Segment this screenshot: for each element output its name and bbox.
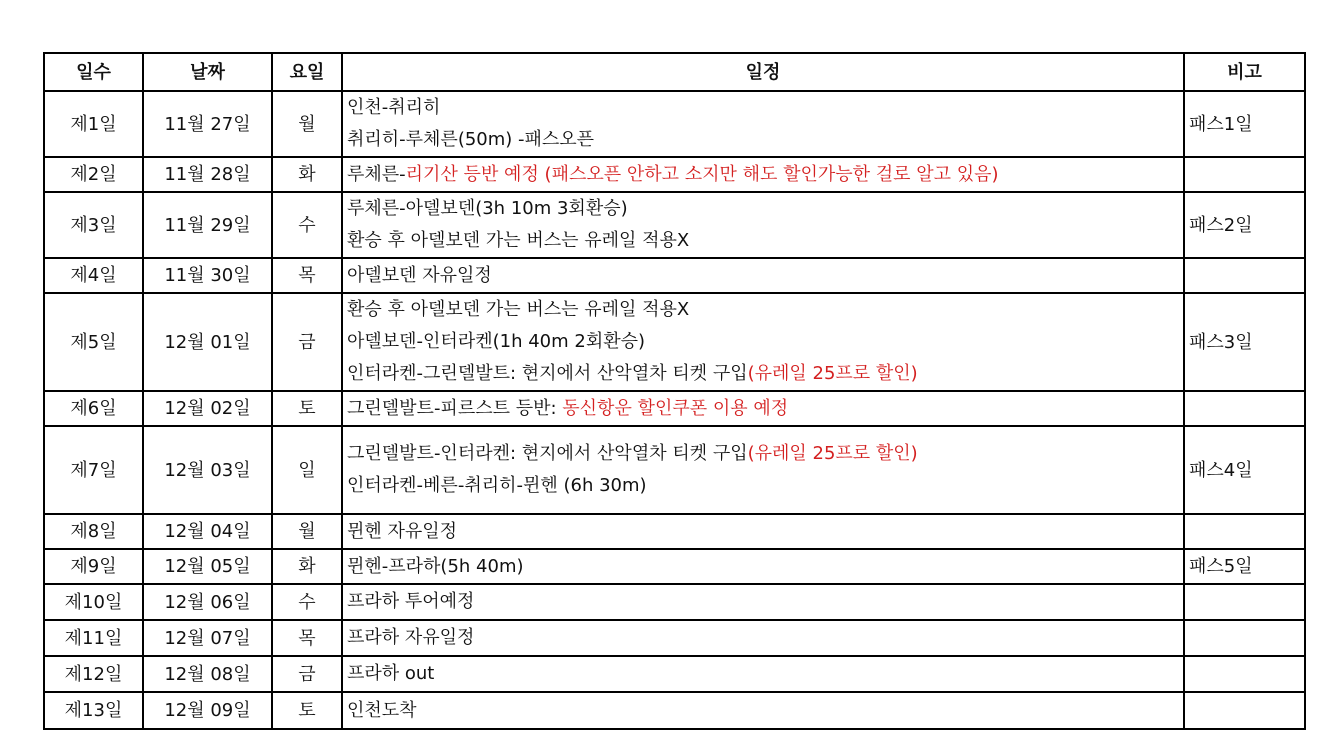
table-row xyxy=(44,656,1305,692)
day-cell: 제13일 xyxy=(44,692,143,729)
schedule-cell xyxy=(342,656,1184,692)
weekday-cell: 목 xyxy=(272,620,342,656)
date-cell: 12월 04일 xyxy=(143,514,272,549)
itinerary-table xyxy=(43,52,1306,730)
table-row xyxy=(44,692,1305,729)
schedule-text: 환승 후 아델보덴 가는 버스는 유레일 적용X xyxy=(347,230,690,251)
schedule-cell xyxy=(342,157,1184,192)
note-cell xyxy=(1184,620,1305,656)
note-cell xyxy=(1184,258,1305,293)
day-cell: 제1일 xyxy=(44,91,143,157)
schedule-line xyxy=(347,326,1183,358)
schedule-highlight-text: 동신항운 할인쿠폰 이용 예정 xyxy=(562,397,789,419)
schedule-text: 프라하 자유일정 xyxy=(347,627,475,648)
schedule-line xyxy=(347,438,1183,470)
schedule-line xyxy=(347,695,1183,727)
day-cell: 제9일 xyxy=(44,549,143,584)
header-day: 일수 xyxy=(44,53,143,91)
schedule-text: 프라하 out xyxy=(347,663,435,684)
schedule-highlight-text: (유레일 25프로 할인) xyxy=(747,443,918,464)
schedule-text: 아델보덴-인터라켄(1h 40m 2회환승) xyxy=(347,331,646,352)
schedule-line xyxy=(347,658,1183,690)
schedule-line xyxy=(347,551,1183,583)
schedule-text: 아델보덴 자유일정 xyxy=(347,264,492,286)
weekday-cell: 화 xyxy=(272,549,342,584)
day-cell: 제8일 xyxy=(44,514,143,549)
schedule-cell xyxy=(342,91,1184,157)
note-cell: 패스4일 xyxy=(1184,426,1305,514)
schedule-cell xyxy=(342,192,1184,258)
day-cell: 제4일 xyxy=(44,258,143,293)
day-cell: 제2일 xyxy=(44,157,143,192)
schedule-line xyxy=(347,516,1183,548)
day-cell: 제6일 xyxy=(44,391,143,426)
note-cell: 패스3일 xyxy=(1184,293,1305,391)
table-row xyxy=(44,391,1305,426)
note-cell xyxy=(1184,656,1305,692)
table-row xyxy=(44,620,1305,656)
day-cell: 제12일 xyxy=(44,656,143,692)
date-cell: 12월 07일 xyxy=(143,620,272,656)
schedule-text: 인터라켄-베른-취리히-뮌헨 (6h 30m) xyxy=(347,475,647,496)
weekday-cell: 일 xyxy=(272,426,342,514)
date-cell: 11월 29일 xyxy=(143,192,272,258)
schedule-cell xyxy=(342,692,1184,729)
schedule-text: 그린델발트-피르스트 등반: xyxy=(347,397,563,419)
day-cell: 제7일 xyxy=(44,426,143,514)
weekday-cell: 월 xyxy=(272,91,342,157)
note-cell: 패스5일 xyxy=(1184,549,1305,584)
schedule-text: 인천도착 xyxy=(347,699,417,721)
day-cell: 제3일 xyxy=(44,192,143,258)
schedule-text: 취리히-루체른(50m) -패스오픈 xyxy=(347,129,595,150)
schedule-text: 인천-취리히 xyxy=(347,97,441,118)
schedule-cell xyxy=(342,426,1184,514)
date-cell: 11월 28일 xyxy=(143,157,272,192)
itinerary-body xyxy=(44,91,1305,729)
schedule-line xyxy=(347,193,1183,225)
weekday-cell: 금 xyxy=(272,293,342,391)
schedule-text: 그린델발트-인터라켄: 현지에서 산악열차 티켓 구입 xyxy=(347,443,748,464)
schedule-text: 뮌헨-프라하(5h 40m) xyxy=(347,555,524,577)
date-cell: 12월 06일 xyxy=(143,584,272,620)
date-cell: 12월 08일 xyxy=(143,656,272,692)
schedule-line xyxy=(347,124,1183,156)
schedule-text: 환승 후 아델보덴 가는 버스는 유레일 적용X xyxy=(347,299,690,320)
schedule-line xyxy=(347,260,1183,292)
weekday-cell: 목 xyxy=(272,258,342,293)
schedule-cell xyxy=(342,620,1184,656)
day-cell: 제10일 xyxy=(44,584,143,620)
header-schedule: 일정 xyxy=(342,53,1184,91)
schedule-line xyxy=(347,358,1183,390)
date-cell: 12월 09일 xyxy=(143,692,272,729)
schedule-line xyxy=(347,159,1183,191)
weekday-cell: 수 xyxy=(272,192,342,258)
schedule-line xyxy=(347,393,1183,425)
note-cell xyxy=(1184,692,1305,729)
schedule-line xyxy=(347,470,1183,502)
table-row xyxy=(44,584,1305,620)
schedule-cell xyxy=(342,293,1184,391)
schedule-cell xyxy=(342,514,1184,549)
table-row xyxy=(44,192,1305,258)
note-cell xyxy=(1184,157,1305,192)
note-cell xyxy=(1184,584,1305,620)
table-row xyxy=(44,426,1305,514)
note-cell xyxy=(1184,391,1305,426)
date-cell: 11월 30일 xyxy=(143,258,272,293)
header-row xyxy=(44,53,1305,91)
date-cell: 12월 03일 xyxy=(143,426,272,514)
schedule-cell xyxy=(342,258,1184,293)
table-row xyxy=(44,91,1305,157)
header-date: 날짜 xyxy=(143,53,272,91)
schedule-text: 인터라켄-그린델발트: 현지에서 산악열차 티켓 구입 xyxy=(347,363,748,384)
schedule-cell xyxy=(342,549,1184,584)
schedule-line xyxy=(347,586,1183,618)
day-cell: 제11일 xyxy=(44,620,143,656)
note-cell: 패스1일 xyxy=(1184,91,1305,157)
table-row xyxy=(44,157,1305,192)
header-note: 비고 xyxy=(1184,53,1305,91)
date-cell: 12월 05일 xyxy=(143,549,272,584)
schedule-text: 루체른- xyxy=(347,163,406,185)
weekday-cell: 수 xyxy=(272,584,342,620)
table-row xyxy=(44,258,1305,293)
schedule-text: 뮌헨 자유일정 xyxy=(347,520,458,542)
date-cell: 11월 27일 xyxy=(143,91,272,157)
table-row xyxy=(44,514,1305,549)
schedule-highlight-text: 리기산 등반 예정 (패스오픈 안하고 소지만 해도 할인가능한 걸로 알고 있음) xyxy=(405,163,999,185)
weekday-cell: 금 xyxy=(272,656,342,692)
schedule-text: 루체른-아델보덴(3h 10m 3회환승) xyxy=(347,198,628,219)
schedule-cell xyxy=(342,391,1184,426)
table-row xyxy=(44,549,1305,584)
weekday-cell: 토 xyxy=(272,391,342,426)
weekday-cell: 화 xyxy=(272,157,342,192)
note-cell xyxy=(1184,514,1305,549)
schedule-line xyxy=(347,622,1183,654)
day-cell: 제5일 xyxy=(44,293,143,391)
weekday-cell: 토 xyxy=(272,692,342,729)
schedule-highlight-text: (유레일 25프로 할인) xyxy=(747,363,918,384)
note-cell: 패스2일 xyxy=(1184,192,1305,258)
schedule-line xyxy=(347,294,1183,326)
date-cell: 12월 02일 xyxy=(143,391,272,426)
schedule-cell xyxy=(342,584,1184,620)
table-row xyxy=(44,293,1305,391)
header-weekday: 요일 xyxy=(272,53,342,91)
date-cell: 12월 01일 xyxy=(143,293,272,391)
schedule-line xyxy=(347,225,1183,257)
weekday-cell: 월 xyxy=(272,514,342,549)
schedule-line xyxy=(347,92,1183,124)
schedule-text: 프라하 투어예정 xyxy=(347,591,475,612)
